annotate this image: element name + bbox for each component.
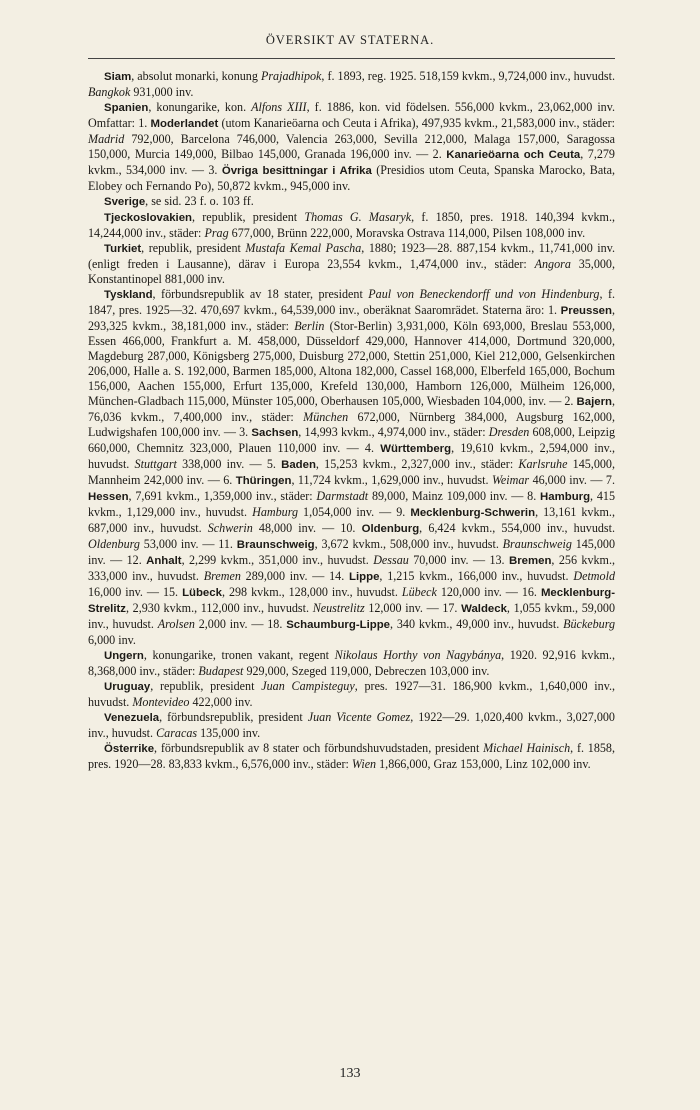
entry-text: 608,000, Leipzig 660,000, Chemnitz 323,000, Plauen 110,000 inv. — 4. — [88, 425, 616, 455]
italic-name: Prajadhipok — [260, 69, 322, 83]
entry-text: 12,000 inv. — 17. — [364, 601, 462, 615]
entry-uruguay — [88, 679, 615, 710]
state-name: Waldeck — [461, 603, 507, 615]
entry-text: 53,000 inv. — 11. — [139, 537, 237, 551]
entry-text: 145,000, Mannheim 242,000 inv. — 6. — [88, 457, 615, 487]
document-body — [88, 69, 615, 772]
entry-text: 338,000 inv. — 5. — [176, 457, 282, 471]
italic-name: Caracas — [156, 726, 198, 740]
entry-siam — [88, 69, 615, 100]
italic-name: Madrid — [88, 132, 125, 146]
italic-name: Schwerin — [207, 521, 253, 535]
italic-name: Dessau — [373, 553, 409, 567]
state-name: Turkiet — [104, 243, 142, 255]
state-name: Bajern — [576, 396, 612, 408]
italic-name: Paul von Beneckendorff und von Hindenburg — [368, 287, 600, 301]
state-name: Württemberg — [380, 443, 452, 455]
italic-name: Wien — [351, 757, 377, 771]
state-name: Siam — [104, 71, 132, 83]
state-name: Tyskland — [104, 289, 153, 301]
entry-text: , 13,161 kvkm., 687,000 inv., huvudst. — [88, 505, 615, 535]
italic-name: Oldenburg — [88, 537, 140, 551]
state-name: Baden — [281, 459, 316, 471]
entry-text: , konungarike, kon. — [148, 100, 252, 114]
entry-text: , f. 1847, pres. 1925—32. 470,697 kvkm., 64,539,000 inv., oberäknat Saaromrädet. Staterna äro: 1. — [88, 287, 615, 317]
entry-text: , republik, president — [141, 241, 246, 255]
entry-text: , f. 1858, pres. 1920—28. 83,833 kvkm., 6,576,000 inv., städer: — [88, 741, 615, 771]
state-name: Spanien — [104, 102, 149, 114]
entry-text: 931,000 inv. — [130, 85, 194, 99]
entry-text: 16,000 inv. — 15. — [88, 585, 183, 599]
entry-text: , 2,299 kvkm., 351,000 inv., huvudst. — [181, 553, 374, 567]
entry-text: , 1,215 kvkm., 166,000 inv., huvudst. — [379, 569, 574, 583]
entry-turkiet — [88, 241, 615, 287]
entry-text: 792,000, Barcelona 746,000, Valencia 263,000, Sevilla 212,000, Malaga 157,000, Saragossa 150,000, Murcia 149,000, Bilbao 145,000, Granada 196,000 inv. — 2. — [88, 132, 615, 161]
entry-text: (Stor-Berlin) 3,931,000, Köln 693,000, Breslau 553,000, Essen 466,000, Frankfurt a. M. 458,000, Düsseldorf 429,000, Hannover 414,000, Dortmund 320,000, Magdeburg 287,000, Königsberg 275,000, Duisburg 272,000, Stettin 251,000, Kiel 212,000, Gelsenkirchen 206,000, Halle a. S. 192,000, Barmen 185,000, Altona 182,000, Cassel 168,000, Elberfeld 165,000, Bochum 156,000, Aachen 155,000, Erfurt 135,000, Krefeld 130,000, Hamborn 126,000, Mülheim 126,000, München-Gladbach 115,000, Münster 105,000, Oberhausen 105,000, Wiesbaden 104,000, inv. — 2. — [88, 319, 615, 408]
state-name: Sverige — [104, 196, 146, 208]
italic-name: Alfons XIII — [251, 100, 307, 114]
entry-text: , 7,279 kvkm., 534,000 inv. — 3. — [88, 147, 615, 177]
italic-name: Montevideo — [132, 695, 190, 709]
state-name: Oldenburg — [361, 523, 420, 535]
italic-name: Lübeck — [401, 585, 437, 599]
entry-tjeckoslovakien — [88, 210, 615, 241]
entry-venezuela — [88, 710, 615, 741]
state-name: Mecklenburg-Strelitz — [88, 587, 615, 615]
italic-name: Braunschweig — [502, 537, 572, 551]
entry-text: 145,000 inv. — 12. — [88, 537, 615, 567]
italic-name: Bückeburg — [563, 617, 616, 631]
entry-text: 289,000 inv. — 14. — [240, 569, 350, 583]
entry-text: , 14,993 kvkm., 4,974,000 inv., städer: — [298, 425, 489, 439]
entry-text: , 6,424 kvkm., 554,000 inv., huvudst. — [419, 521, 615, 535]
entry-text: 35,000, Konstantinopel 881,000 inv. — [88, 257, 615, 286]
state-name: Sachsen — [251, 427, 299, 439]
italic-name: Bangkok — [88, 85, 131, 99]
entry-text: 929,000, Szeged 119,000, Debreczen 103,000 inv. — [243, 664, 490, 678]
italic-name: Juan Campisteguy — [261, 679, 355, 693]
state-name: Övriga besittningar i Afrika — [221, 165, 372, 177]
italic-name: Detmold — [573, 569, 615, 583]
italic-name: Weimar — [491, 473, 530, 487]
entry-text: , 1880; 1923—28. 887,154 kvkm., 11,741,000 inv. (enligt freden i Lausanne), därav i Europa 23,554 kvkm., 1,474,000 inv., städer: — [88, 241, 615, 271]
entry-text: , 256 kvkm., 333,000 inv., huvudst. — [88, 553, 615, 583]
italic-name: Hamburg — [252, 505, 299, 519]
entry-text: , pres. 1927—31. 186,900 kvkm., 1,640,000 inv., huvudst. — [88, 679, 616, 709]
italic-name: Thomas G. Masaryk — [304, 210, 412, 224]
state-name: Ungern — [104, 650, 144, 662]
entry-text: , f. 1893, reg. 1925. 518,159 kvkm., 9,724,000 inv., huvudst. — [321, 69, 615, 83]
state-name: Braunschweig — [236, 539, 315, 551]
entry-text: , 11,724 kvkm., 1,629,000 inv., huvudst. — [291, 473, 492, 487]
entry-text: , förbundsrepublik, president — [159, 710, 308, 724]
entry-text: (utom Kanarieöarna och Ceuta i Afrika), 497,935 kvkm., 21,583,000 inv., städer: — [218, 116, 615, 130]
entry-text: 1,866,000, Graz 153,000, Linz 102,000 inv. — [376, 757, 591, 771]
state-name: Hessen — [88, 491, 129, 503]
entry-text: 422,000 inv. — [189, 695, 253, 709]
italic-name: Prag — [204, 226, 229, 240]
entry-text: , 1920. 92,916 kvkm., 8,368,000 inv., städer: — [88, 648, 615, 678]
italic-name: Bremen — [203, 569, 241, 583]
italic-name: Darmstadt — [316, 489, 369, 503]
entry-text: , 1922—29. 1,020,400 kvkm., 3,027,000 inv., huvudst. — [88, 710, 615, 740]
entry-text: , 298 kvkm., 128,000 inv., huvudst. — [221, 585, 402, 599]
entry-text: 6,000 inv. — [88, 633, 136, 647]
entry-text: , 7,691 kvkm., 1,359,000 inv., städer: — [128, 489, 317, 503]
entry-text: 677,000, Brünn 222,000, Moravska Ostrava 114,000, Pilsen 108,000 inv. — [228, 226, 586, 240]
italic-name: Budapest — [198, 664, 244, 678]
entry-sverige — [88, 194, 615, 210]
entry-text: , se sid. 23 f. o. 103 ff. — [145, 194, 254, 208]
entry-text: 48,000 inv. — 10. — [252, 521, 362, 535]
entry-text: , 2,930 kvkm., 112,000 inv., huvudst. — [125, 601, 313, 615]
header-rule — [88, 58, 615, 59]
state-name: Lippe — [349, 571, 380, 583]
entry-text: , förbundsrepublik av 8 stater och förbundshuvudstaden, president — [154, 741, 484, 755]
italic-name: Nikolaus Horthy von Nagybánya — [334, 648, 502, 662]
entry-text: 135,000 inv. — [197, 726, 261, 740]
entry-text: , absolut monarki, konung — [131, 69, 261, 83]
entry-text: , 15,253 kvkm., 2,327,000 inv., städer: — [315, 457, 519, 471]
state-name: Preussen — [560, 305, 612, 317]
entry-text: , förbundsrepublik av 18 stater, president — [152, 287, 369, 301]
italic-name: Berlin — [294, 319, 325, 333]
entry-text: 46,000 inv. — 7. — [529, 473, 615, 487]
state-name: Lübeck — [182, 587, 222, 599]
italic-name: Neustrelitz — [312, 601, 365, 615]
entry-text: , 76,036 kvkm., 7,400,000 inv., städer: — [88, 394, 615, 424]
state-name: Tjeckoslovakien — [104, 212, 193, 224]
entry-text: 120,000 inv. — 16. — [436, 585, 541, 599]
state-name: Thüringen — [235, 475, 292, 487]
entry-osterrike — [88, 741, 615, 772]
entry-text: , f. 1886, kon. vid födelsen. 556,000 kvkm., 23,062,000 inv. Omfattar: 1. — [88, 100, 616, 130]
page-header: ÖVERSIKT AV STATERNA. — [265, 33, 435, 47]
italic-name: Michael Hainisch — [483, 741, 571, 755]
state-name: Venezuela — [104, 712, 160, 724]
state-name: Mecklenburg-Schwerin — [410, 507, 536, 519]
entry-text: 1,054,000 inv. — 9. — [298, 505, 411, 519]
entry-text: , 293,325 kvkm., 38,181,000 inv., städer: — [88, 303, 615, 333]
entry-text: , 19,610 kvkm., 2,594,000 inv., huvudst. — [88, 441, 615, 471]
italic-name: Karlsruhe — [518, 457, 568, 471]
italic-name: Arolsen — [157, 617, 195, 631]
entry-text: , republik, president — [150, 679, 262, 693]
italic-name: München — [303, 410, 349, 424]
entry-text: , 340 kvkm., 49,000 inv., huvudst. — [390, 617, 564, 631]
state-name: Moderlandet — [150, 118, 219, 130]
entry-text: , 415 kvkm., 1,129,000 inv., huvudst. — [88, 489, 615, 519]
state-name: Kanarieöarna och Ceuta — [446, 149, 581, 161]
page-number: 133 — [339, 1066, 361, 1081]
italic-name: Stuttgart — [134, 457, 177, 471]
state-name: Uruguay — [104, 681, 151, 693]
entry-text: , 3,672 kvkm., 508,000 inv., huvudst. — [314, 537, 503, 551]
state-name: Österrike — [104, 743, 155, 755]
entry-text: 672,000, Nürnberg 384,000, Augsburg 162,000, Ludwigshafen 100,000 inv. — 3. — [88, 410, 615, 439]
entry-text: , 1,055 kvkm., 59,000 inv., huvudst. — [88, 601, 615, 631]
state-name: Anhalt — [146, 555, 182, 567]
italic-name: Mustafa Kemal Pascha — [245, 241, 362, 255]
entry-text: , republik, president — [192, 210, 305, 224]
entry-text: , konungarike, tronen vakant, regent — [143, 648, 335, 662]
entry-tyskland — [88, 287, 615, 648]
entry-text: 70,000 inv. — 13. — [408, 553, 509, 567]
italic-name: Dresden — [488, 425, 530, 439]
entry-text: (Presidios utom Ceuta, Spanska Marocko, Bata, Elobey och Fernando Po), 50,872 kvkm., 945,000 inv. — [88, 163, 615, 193]
entry-text: 2,000 inv. — 18. — [194, 617, 287, 631]
state-name: Bremen — [509, 555, 552, 567]
entry-ungern — [88, 648, 615, 679]
entry-spanien — [88, 100, 615, 194]
entry-text: , f. 1850, pres. 1918. 140,394 kvkm., 14,244,000 inv., städer: — [88, 210, 615, 240]
state-name: Schaumburg-Lippe — [286, 619, 390, 631]
italic-name: Angora — [534, 257, 571, 271]
italic-name: Juan Vicente Gomez — [307, 710, 411, 724]
entry-text: 89,000, Mainz 109,000 inv. — 8. — [368, 489, 541, 503]
state-name: Hamburg — [540, 491, 591, 503]
